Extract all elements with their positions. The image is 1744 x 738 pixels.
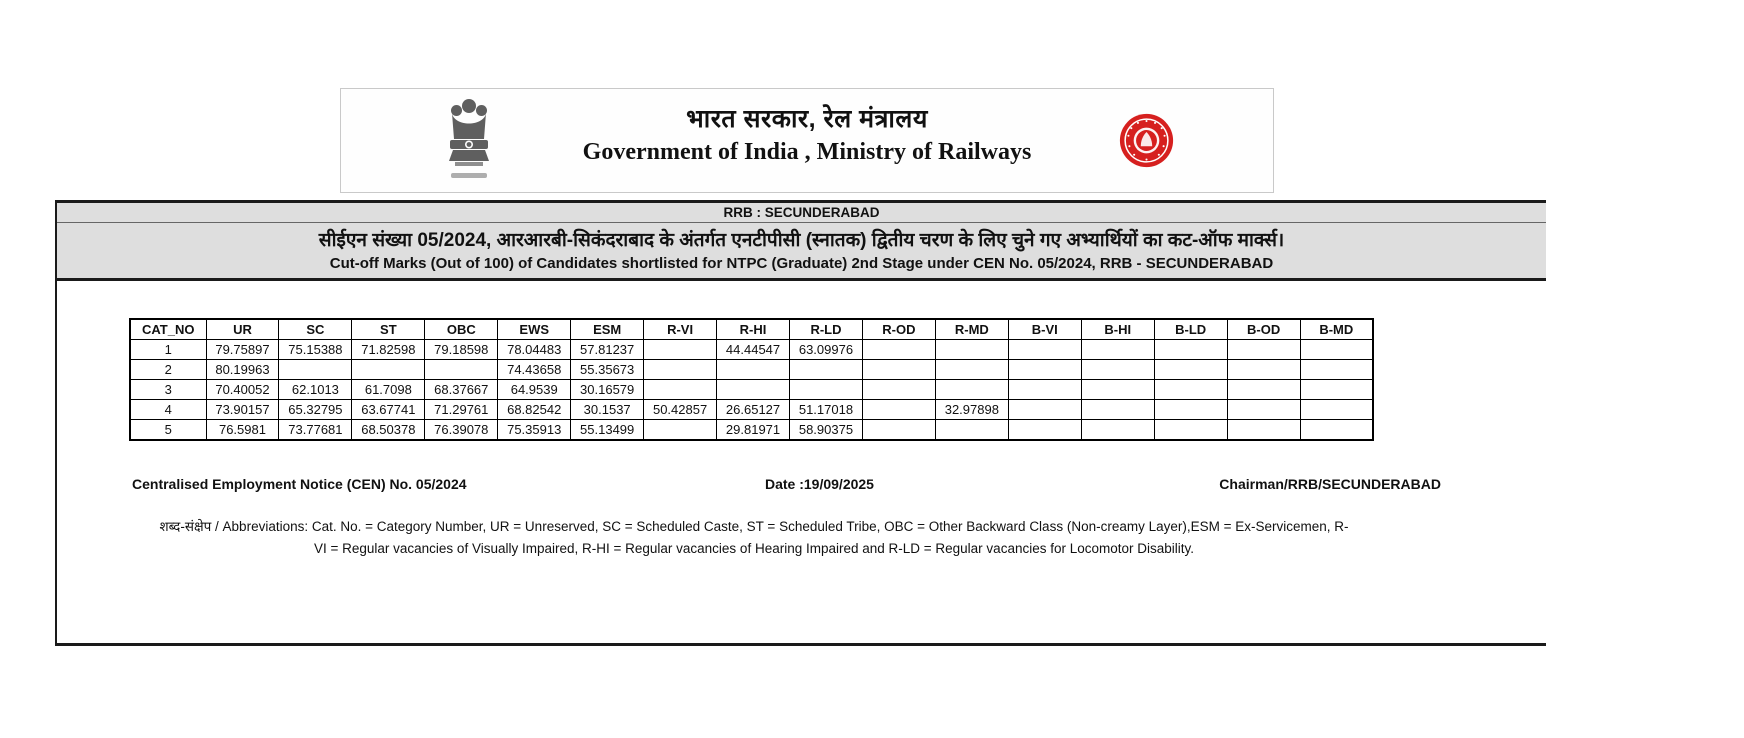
table-cell: 79.75897: [206, 340, 279, 360]
table-cell: 80.19963: [206, 360, 279, 380]
table-row: [130, 360, 1373, 380]
emblem-motto-blur: [451, 173, 487, 178]
table-cell: [352, 360, 425, 380]
abbreviations-note: [57, 516, 1451, 560]
table-cell: [1227, 360, 1300, 380]
table-cell: [862, 340, 935, 360]
table-cell: [1300, 380, 1373, 400]
column-header: R-MD: [935, 319, 1008, 340]
table-cell: 3: [130, 380, 206, 400]
table-cell: [1008, 400, 1081, 420]
table-cell: [1081, 400, 1154, 420]
rrb-banner: RRB : SECUNDERABAD: [57, 200, 1546, 223]
table-cell: [1227, 400, 1300, 420]
table-cell: 30.1537: [571, 400, 644, 420]
table-cell: 30.16579: [571, 380, 644, 400]
table-cell: 68.50378: [352, 420, 425, 441]
document-frame: [55, 200, 1546, 646]
table-cell: [1227, 380, 1300, 400]
table-cell: 61.7098: [352, 380, 425, 400]
table-cell: 73.90157: [206, 400, 279, 420]
table-cell: [1300, 400, 1373, 420]
table-cell: 78.04483: [498, 340, 571, 360]
table-cell: [1154, 400, 1227, 420]
table-cell: 73.77681: [279, 420, 352, 441]
table-cell: 44.44547: [717, 340, 790, 360]
cutoff-table: [129, 318, 1374, 441]
table-cell: [644, 380, 717, 400]
column-header: CAT_NO: [130, 319, 206, 340]
column-header: B-MD: [1300, 319, 1373, 340]
table-cell: 62.1013: [279, 380, 352, 400]
table-cell: 50.42857: [644, 400, 717, 420]
table-cell: [1008, 420, 1081, 441]
table-cell: [1154, 340, 1227, 360]
abbreviations-line-1: शब्द-संक्षेप / Abbreviations: Cat. No. = Category Number, UR = Unreserved, SC = Scheduled Caste, ST = Scheduled Tribe, OBC = Other Backward Class (Non-creamy Layer),ESM = Ex-Servicemen, R-: [159, 519, 1349, 534]
table-cell: [1154, 420, 1227, 441]
column-header: B-VI: [1008, 319, 1081, 340]
ministry-title-english: Government of India , Ministry of Railways: [582, 139, 1032, 165]
table-cell: 68.82542: [498, 400, 571, 420]
table-cell: [644, 420, 717, 441]
notice-title-english: Cut-off Marks (Out of 100) of Candidates shortlisted for NTPC (Graduate) 2nd Stage under CEN No. 05/2024, RRB - SECUNDERABAD: [329, 255, 1274, 272]
table-cell: [1008, 380, 1081, 400]
column-header: R-VI: [644, 319, 717, 340]
table-cell: [644, 340, 717, 360]
column-header: SC: [279, 319, 352, 340]
title-banner: [57, 223, 1546, 281]
signature-line: [57, 476, 1546, 496]
table-cell: 2: [130, 360, 206, 380]
table-cell: [717, 360, 790, 380]
letterhead: [340, 88, 1274, 193]
table-cell: [790, 380, 863, 400]
table-cell: [935, 420, 1008, 441]
table-cell: 70.40052: [206, 380, 279, 400]
column-header: ST: [352, 319, 425, 340]
table-cell: 5: [130, 420, 206, 441]
column-header: OBC: [425, 319, 498, 340]
table-cell: [862, 380, 935, 400]
table-cell: 32.97898: [935, 400, 1008, 420]
table-cell: [644, 360, 717, 380]
table-cell: 71.82598: [352, 340, 425, 360]
table-cell: [1300, 420, 1373, 441]
table-cell: 63.09976: [790, 340, 863, 360]
table-cell: 29.81971: [717, 420, 790, 441]
table-cell: 71.29761: [425, 400, 498, 420]
table-cell: 4: [130, 400, 206, 420]
table-cell: 75.15388: [279, 340, 352, 360]
column-header: B-OD: [1227, 319, 1300, 340]
column-header: UR: [206, 319, 279, 340]
table-cell: 74.43658: [498, 360, 571, 380]
table-cell: 76.5981: [206, 420, 279, 441]
table-cell: 1: [130, 340, 206, 360]
table-cell: 58.90375: [790, 420, 863, 441]
table-cell: [790, 360, 863, 380]
table-cell: [935, 360, 1008, 380]
date-text: Date :19/09/2025: [765, 476, 874, 492]
ministry-title-hindi: भारत सरकार, रेल मंत्रालय: [686, 105, 928, 133]
table-row: [130, 400, 1373, 420]
abbreviations-line-2: VI = Regular vacancies of Visually Impaired, R-HI = Regular vacancies of Hearing Impaired and R-LD = Regular vacancies for Locomotor Disability.: [313, 541, 1195, 556]
table-row: [130, 380, 1373, 400]
table-cell: [279, 360, 352, 380]
cen-number-text: Centralised Employment Notice (CEN) No. 05/2024: [132, 476, 467, 492]
table-cell: [1227, 420, 1300, 441]
table-cell: 64.9539: [498, 380, 571, 400]
table-cell: [1081, 340, 1154, 360]
table-cell: [1081, 380, 1154, 400]
table-cell: [1008, 360, 1081, 380]
cutoff-table-body: [130, 340, 1373, 441]
table-cell: 68.37667: [425, 380, 498, 400]
table-cell: [935, 340, 1008, 360]
table-row: [130, 340, 1373, 360]
table-cell: [862, 360, 935, 380]
table-cell: [1227, 340, 1300, 360]
table-cell: 63.67741: [352, 400, 425, 420]
table-cell: [1300, 340, 1373, 360]
column-header: R-OD: [862, 319, 935, 340]
column-header: R-LD: [790, 319, 863, 340]
indian-railways-logo-icon: [1118, 112, 1175, 169]
column-header: EWS: [498, 319, 571, 340]
table-cell: 65.32795: [279, 400, 352, 420]
table-cell: 26.65127: [717, 400, 790, 420]
notice-title-hindi: सीईएन संख्या 05/2024, आरआरबी-सिकंदराबाद के अंतर्गत एनटीपीसी (स्नातक) द्वितीय चरण के लिए चुने गए अभ्यार्थियों का कट-ऑफ मार्क्स।: [318, 230, 1285, 251]
column-header: B-LD: [1154, 319, 1227, 340]
table-cell: 76.39078: [425, 420, 498, 441]
table-cell: 75.35913: [498, 420, 571, 441]
table-cell: 55.13499: [571, 420, 644, 441]
table-row: [130, 420, 1373, 441]
table-cell: [717, 380, 790, 400]
table-cell: [862, 420, 935, 441]
table-cell: [1081, 360, 1154, 380]
table-header-row: [130, 319, 1373, 340]
table-cell: [1081, 420, 1154, 441]
table-cell: 79.18598: [425, 340, 498, 360]
table-cell: [1154, 380, 1227, 400]
table-cell: 51.17018: [790, 400, 863, 420]
cutoff-table-wrap: [129, 318, 1546, 441]
table-cell: 57.81237: [571, 340, 644, 360]
table-cell: 55.35673: [571, 360, 644, 380]
table-cell: [1008, 340, 1081, 360]
chairman-text: Chairman/RRB/SECUNDERABAD: [1219, 476, 1441, 492]
column-header: B-HI: [1081, 319, 1154, 340]
column-header: ESM: [571, 319, 644, 340]
table-cell: [862, 400, 935, 420]
column-header: R-HI: [717, 319, 790, 340]
table-cell: [1154, 360, 1227, 380]
table-cell: [935, 380, 1008, 400]
table-cell: [1300, 360, 1373, 380]
table-cell: [425, 360, 498, 380]
